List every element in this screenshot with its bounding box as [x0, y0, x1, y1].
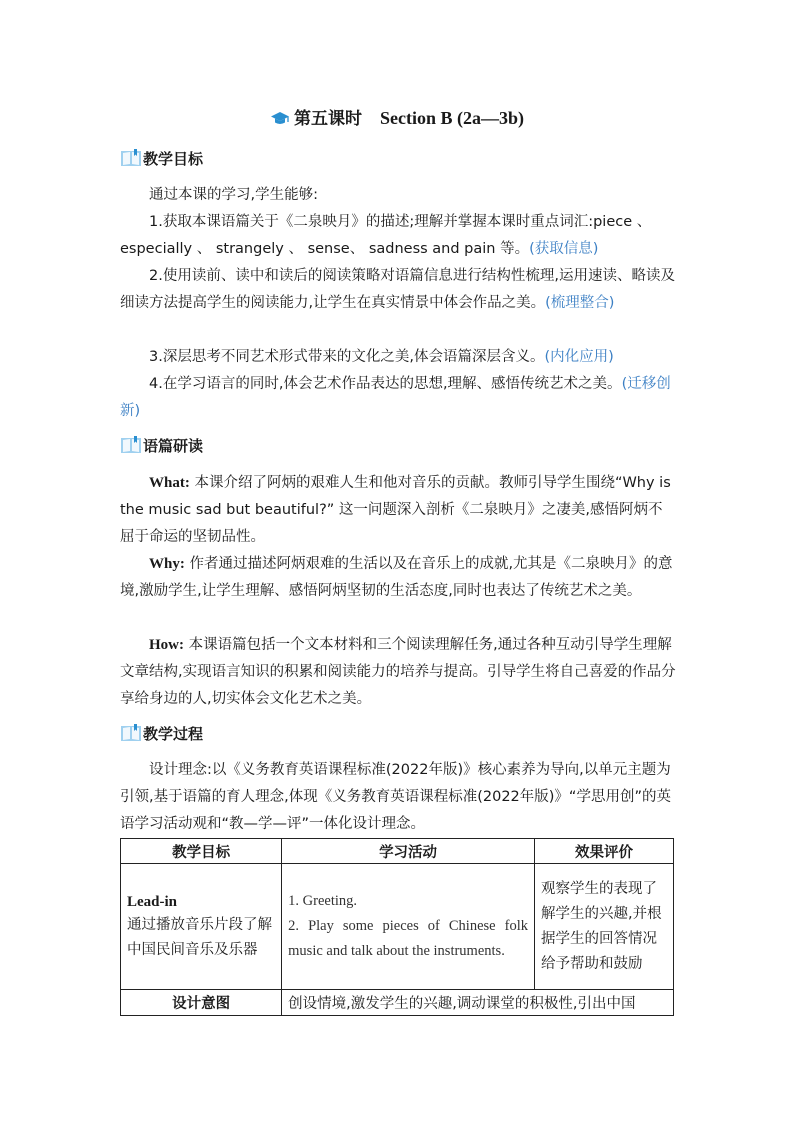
graduation-cap-icon [270, 110, 290, 134]
header-goal: 教学目标 [121, 839, 282, 864]
activity-cell [282, 864, 535, 990]
lesson-number: 第五课时 [294, 109, 362, 129]
analysis-how [120, 632, 676, 713]
stage-label: Lead-in [127, 893, 178, 910]
objective-item-3 [120, 344, 676, 371]
objectives-heading [120, 147, 203, 171]
section-label: Section B (2a—3b) [380, 108, 524, 128]
objective-item-2-tag: (梳理整合) [545, 295, 615, 311]
design-concept: 设计理念:以《义务教育英语课程标准(2022年版)》核心素养为导向,以单元主题为引领,基于语篇的育人理念,体现《义务教育英语课程标准(2022年版)》“学思用创”的英语学习活动观和“教—学—评”一体化设计理念。 [120, 762, 671, 832]
objective-item-3-tag: (内化应用) [544, 349, 614, 365]
why-text: 作者通过描述阿炳艰难的生活以及在音乐上的成就,尤其是《二泉映月》的意境,激励学生,让学生理解、感悟阿炳坚韧的生活态度,同时也表达了传统艺术之美。 [120, 556, 673, 599]
analysis-heading [120, 434, 203, 458]
objective-item-2 [120, 263, 676, 317]
book-icon [120, 435, 142, 455]
objectives-intro: 通过本课的学习,学生能够: [149, 187, 318, 203]
evaluation-cell: 观察学生的表现了解学生的兴趣,并根据学生的回答情况给予帮助和鼓励 [534, 864, 673, 990]
why-label: Why: [149, 556, 185, 572]
activity-2: 2. Play some pieces of Chinese folk music and talk about the instruments. [288, 918, 528, 959]
analysis-heading-text: 语篇研读 [143, 437, 204, 455]
analysis-why [120, 551, 676, 605]
objective-item-3-text: 3.深层思考不同艺术形式带来的文化之美,体会语篇深层含义。 [149, 349, 545, 365]
process-heading-text: 教学过程 [143, 725, 204, 743]
objective-item-1-text: 1.获取本课语篇关于《二泉映月》的描述;理解并掌握本课时重点词汇:piece 、especially 、 strangely 、 sense、 sadness and pain 等。 [120, 214, 652, 257]
book-icon [120, 723, 142, 743]
book-icon [120, 148, 142, 168]
goal-cell [121, 864, 282, 990]
objectives-heading-text: 教学目标 [143, 150, 204, 168]
process-heading [120, 722, 203, 746]
objective-item-4-tag: (迁移创新) [120, 376, 671, 419]
table-row [121, 864, 674, 990]
how-text: 本课语篇包括一个文本材料和三个阅读理解任务,通过各种互动引导学生理解文章结构,实现语言知识的积累和阅读能力的培养与提高。引导学生将自己喜爱的作品分享给身边的人,切实体会文化艺术之美。 [120, 637, 676, 707]
design-intent-text: 创设情境,激发学生的兴趣,调动课堂的积极性,引出中国 [282, 990, 674, 1016]
objective-item-2-text: 2.使用读前、读中和读后的阅读策略对语篇信息进行结构性梳理,运用速读、略读及细读方法提高学生的阅读能力,让学生在真实情景中体会作品之美。 [120, 268, 675, 311]
what-label: What: [149, 475, 190, 491]
activity-1: 1. Greeting. [288, 893, 358, 909]
objective-item-4 [120, 371, 676, 425]
header-evaluation: 效果评价 [534, 839, 673, 864]
header-activity: 学习活动 [282, 839, 535, 864]
lesson-plan-table [120, 838, 674, 1016]
lesson-title [0, 106, 794, 134]
objective-item-1 [120, 209, 676, 263]
how-label: How: [149, 637, 184, 653]
analysis-what [120, 470, 676, 551]
table-row [121, 990, 674, 1016]
stage-goal: 通过播放音乐片段了解中国民间音乐及乐器 [127, 916, 272, 958]
table-header-row [121, 839, 674, 864]
objective-item-4-text: 4.在学习语言的同时,体会艺术作品表达的思想,理解、感悟传统艺术之美。 [149, 376, 622, 392]
design-intent-label: 设计意图 [121, 990, 282, 1016]
what-text: 本课介绍了阿炳的艰难人生和他对音乐的贡献。教师引导学生围绕“Why is the music sad but beautiful?” 这一问题深入剖析《二泉映月》之凄美,感悟阿炳不屈于命运的坚韧品性。 [120, 475, 671, 545]
objective-item-1-tag: (获取信息) [529, 241, 599, 257]
